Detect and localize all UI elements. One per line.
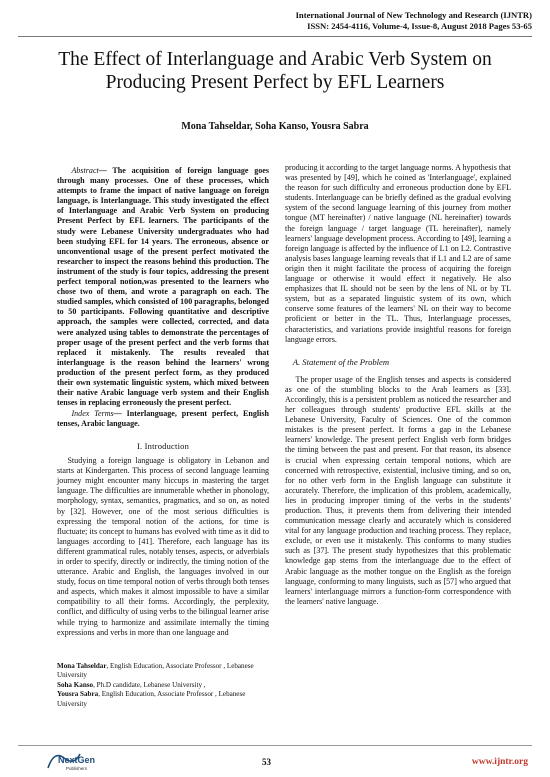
page-number: 53 [262,757,271,767]
header-rule [18,36,532,37]
logo-subtext: Publishers [66,766,88,771]
right-column [285,163,511,607]
abstract [57,166,269,408]
footnote-name: Soha Kanso [57,680,94,689]
introduction-text: Studying a foreign language is obligatory in Lebanon and starts at Kindergarten. This process of second language learning journey might encounter many hiccups in mastering the target language. The difficulties are innumerable whether in phonology, morphology, syntax, semantics, pragmatics, and so on, as noted by [32]. However, one of the most serious difficulties is expressing the temporal notion of the actions, for time is fluctuate; its concept to humans has evolved with time as it did to languages according to [41]. Therefore, each language has its different grammatical rules, notably tenses, aspects, or adverbials in order to specify, directly or indirectly, the timing notion of the utterance. Arabic and English, the languages involved in our study, focus on time temporal notion of verbs through both tenses and aspects, which makes it almost impossible to have a similar compatibility to all their forms. Accordingly, the perplexity, conflict, and difficulty of using verbs to the bilingual learner arise while trying to harmonize and assimilate internally the timing expressions and verbs in more than one language and [57,456,269,637]
subsection-heading: A. Statement of the Problem [292,356,390,367]
paper-authors: Mona Tahseldar, Soha Kanso, Yousra Sabra [181,121,369,132]
footnote-affiliation: , English Education, Associate Professor , Lebanese University [57,690,246,708]
index-terms [57,409,269,429]
left-column [57,166,269,638]
index-terms-text: — Interlanguage, present perfect, English tenses, Arabic language. [57,408,269,428]
paper-title: The Effect of Interlanguage and Arabic Verb System on Producing Present Perfect by EFL Learners [58,49,492,93]
abstract-lead: Abstract [71,166,99,175]
footnote-name: Yousra Sabra [57,690,99,699]
publisher-logo [46,748,106,772]
journal-name: International Journal of New Technology and Research (IJNTR) [295,10,532,20]
footnote-name: Mona Tahseldar [57,662,107,670]
journal-url[interactable]: www.ijntr.org [471,757,528,767]
footer-rule [18,745,532,746]
journal-header [296,10,532,32]
right-paragraph-1: producing it according to the target language norms. A hypothesis that was presented by [49], which he coined as 'Interlanguage', explained the reason for such difficulty and erroneous production done by EFL students. Interlanguage can be briefly defined as the gradual evolving system of the second language learning of this journey from mother tongue (MT hereinafter) / native language (NL hereinafter) towards the foreign language / target language (TL hereinafter), namely learners' language development process. According to [49], learning a foreign language is affected by the influence of L1 on L2. Contrastive analysis bases language learning reveals that if L1 and L2 are of same origin then it might facilitate the process of acquiring the foreign language or otherwise it would effect it negatively. He also emphasizes that IL should not be seen by the lens of NL or by TL system, but as a separated linguistic system of its own, which conserve some features of the learners' NL on their way to become proficient or better in the TL. Thus, Interlanguage processes, characteristics, and variations provide insightful reasons for foreign language errors. [285,163,511,344]
footnote-affiliation: , Ph.D candidate, Lebanese University , [93,680,206,689]
journal-issn: ISSN: 2454-4116, Volume-4, Issue-8, August 2018 Pages 53-65 [307,21,532,31]
author-footnotes [57,662,269,709]
footnote-affiliation: , English Education, Associate Professor , Lebanese University [57,662,254,680]
footnote-item [57,690,269,709]
footnote-item [57,662,269,681]
footnote-item [57,681,269,690]
abstract-text: — The acquisition of foreign language goes through many processes. One of these processes, which attempts to frame the impact of native language on foreign language, is Interlanguage. This study investigated the effect of Interlanguage and Arabic Verb System on producing Present Perfect by EFL learners. The participants of the study were Lebanese University undergraduates who had been studying EFL for 14 years. The erroneous, absence or unconventional usage of the present perfect motivated the researcher to inspect the reasons behind this production. The instrument of the study is four topics, addressing the present perfect temporal notion,was presented to the learners who chose two of them, and wrote a paragraph on each. The studied samples, which consisted of 100 paragraphs, belonged to 50 participants. Following quantitative and descriptive approach, the samples were collected, corrected, and data were analyzed using tables to demonstrate the percentages of proper usage of the present perfect and the verb forms that replaced it mistakenly. The results revealed that interlanguage is the reason behind the learners' wrong production of the present perfect form, as they produced their own systematic linguistic system, which mixed between their native Arabic language verb system and their English tenses in replacing erroneously the present perfect. [57,166,269,408]
right-paragraph-2: The proper usage of the English tenses and aspects is considered as one of the stumbling blocks to the Arab learners as [33]. Accordingly, this is a persistent problem as noticed the researcher and her colleagues through students' productive EFL skills at the Lebanese University, Faculty of Sciences. One of the common mistakes is the present perfect. It forms a gap in the Lebanese learners' knowledge. The present perfect English verb form bridges the timing between the past and present. For that reason, its absence is crucial when expressing certain temporal notions, which are concerned with retrospective, existential, inclusive timing, and so on, for no other verb form in the English language can substitute it accurately. Therefore, the implication of this problem, academically, lies in producing improper timing of the verbs in the students' production. Thus, it prevents them from delivering their intended communication message clearly and accurately which is considered vital for any language production and teaching process. They replace, exclude, or even use it mistakenly. This conforms to many studies such as [37]. The present study hypothesizes that this problematic knowledge gap stems from the interlanguage due to the effect of Arabic language as the mother tongue on the English as the foreign language, conforming to many linguists, such as [57] who argued that learners' interlanguage mirrors a function-form correspondence with the learners' native language. [285,374,511,606]
logo-text: NextGen [58,755,96,765]
index-terms-lead: Index Terms [71,408,114,418]
section-heading-introduction: I. Introduction [136,440,190,451]
